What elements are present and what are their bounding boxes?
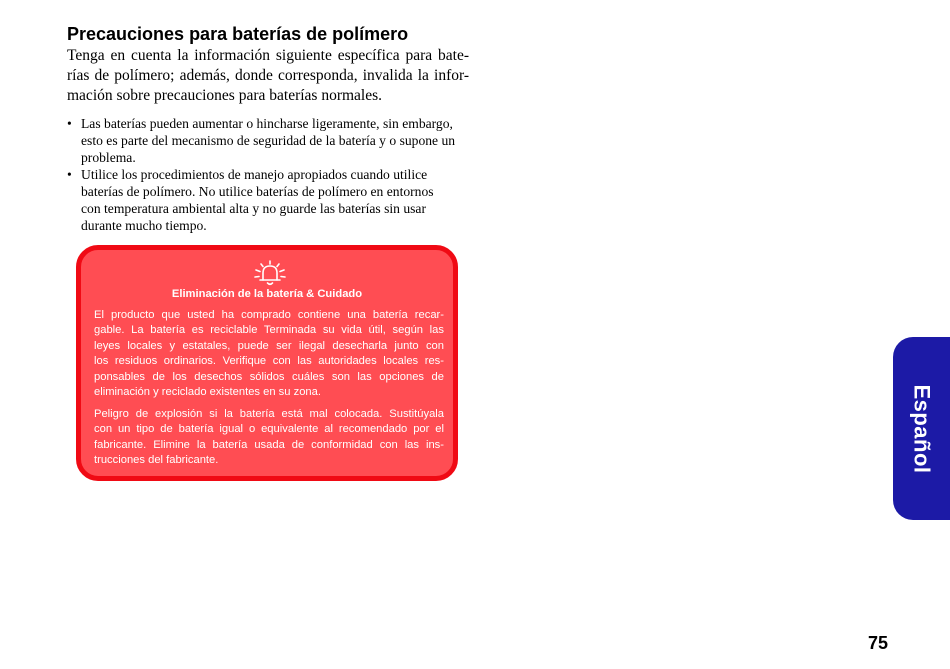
notice-line: eliminación y reciclado existentes en su zona. xyxy=(94,386,321,399)
bullet-marker: • xyxy=(67,167,72,182)
notice-line: fabricante. Elimine la batería usada de conformidad con las ins- xyxy=(94,438,444,451)
intro-line: Tenga en cuenta la información siguiente específica para bate- xyxy=(67,47,469,64)
section-heading: Precauciones para baterías de polímero xyxy=(67,24,409,44)
bullet-line: Las baterías pueden aumentar o hincharse ligeramente, sin embargo, xyxy=(81,116,453,131)
notice-line: con un tipo de batería igual o equivalente al recomendado por el xyxy=(94,423,444,436)
notice-line: leyes locales y estatales, puede ser ilegal desecharla junto con xyxy=(94,339,444,352)
language-tab-label-wrap xyxy=(893,337,950,520)
intro-line: rías de polímero; además, donde corresponda, invalida la infor- xyxy=(67,67,469,84)
notice-line: El producto que usted ha comprado contiene una batería recar- xyxy=(94,309,444,321)
bullet-line: baterías de polímero. No utilice baterías de polímero en entornos xyxy=(81,184,434,199)
bullet-list xyxy=(67,115,469,234)
notice-paragraph xyxy=(94,407,444,469)
alarm-bell-icon xyxy=(252,258,288,288)
bullet-marker: • xyxy=(67,116,72,131)
bullet-item xyxy=(67,166,469,234)
bullet-line: con temperatura ambiental alta y no guarde las baterías sin usar xyxy=(81,201,426,216)
bullet-line: durante mucho tiempo. xyxy=(81,218,207,233)
language-tab-label: Español xyxy=(909,383,935,474)
page-number: 75 xyxy=(867,633,888,653)
notice-paragraph xyxy=(94,308,444,400)
intro-line: mación sobre precauciones para baterías normales. xyxy=(67,87,383,104)
bullet-line: Utilice los procedimientos de manejo apropiados cuando utilice xyxy=(81,167,428,182)
bullet-line: problema. xyxy=(81,150,136,165)
notice-line: gable. La batería es reciclable Terminada su vida útil, según las xyxy=(94,324,444,337)
battery-notice-box xyxy=(76,245,458,481)
notice-title: Eliminación de la batería & Cuidado xyxy=(171,288,363,300)
notice-line: trucciones del fabricante. xyxy=(94,454,219,467)
intro-paragraph xyxy=(67,46,469,106)
bullet-line: esto es parte del mecanismo de seguridad de la batería y o supone un xyxy=(81,133,456,148)
notice-line: Peligro de explosión si la batería está mal colocada. Sustitúyala xyxy=(94,408,444,420)
notice-line: ponsables de los desechos sólidos cuáles son las opciones de xyxy=(94,370,444,383)
bullet-item xyxy=(67,115,469,166)
notice-line: los residuos ordinarios. Verifique con las autoridades locales res- xyxy=(94,355,444,368)
